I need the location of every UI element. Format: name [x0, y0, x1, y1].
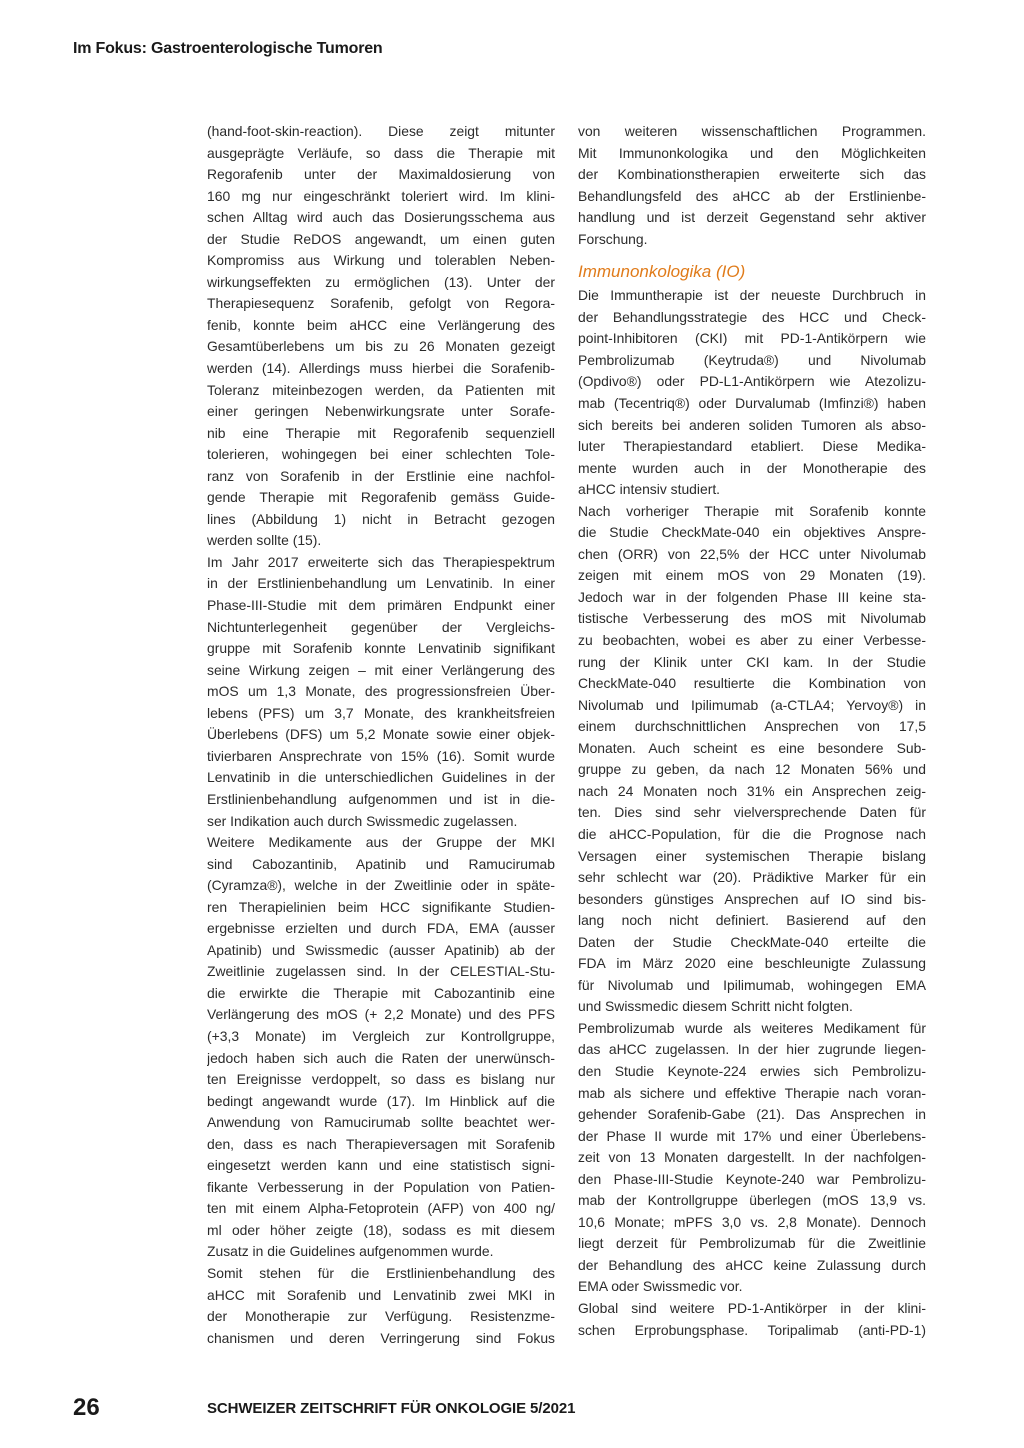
text-line: Gesamtüberlebens um bis zu 26 Monaten gezeigt	[207, 338, 555, 355]
text-line: Überlebens (DFS) um 5,2 Monate sowie einer objek-	[207, 726, 555, 743]
text-line: ranz von Sorafenib in der Erstlinie eine nachfol-	[207, 467, 555, 484]
text-line: der Monotherapie zur Verfügung. Resistenzme-	[207, 1308, 555, 1325]
text-line: werden (14). Allerdings muss hierbei die Sorafenib-	[207, 360, 555, 377]
text-line: (hand-foot-skin-reaction). Diese zeigt mitunter	[207, 123, 555, 139]
text-line: Regorafenib unter der Maximaldosierung von	[207, 166, 555, 183]
text-line: die aHCC-Population, für die die Prognose nach	[578, 825, 926, 842]
text-line: Mit Immunonkologika und den Möglichkeiten	[578, 144, 926, 161]
text-line: Apatinib) und Swissmedic (ausser Apatinib) ab der	[207, 941, 555, 958]
text-line: den Phase-III-Studie Keynote-240 war Pembrolizu-	[578, 1170, 926, 1187]
text-line: gruppe mit Sorafenib konnte Lenvatinib signifikant	[207, 640, 555, 657]
text-line: Somit stehen für die Erstlinienbehandlung des	[207, 1264, 555, 1281]
text-line: 10,6 Monate; mPFS 3,0 vs. 2,8 Monate). Dennoch	[578, 1213, 926, 1230]
text-line: jedoch haben sich auch die Raten der unerwünsch-	[207, 1049, 555, 1066]
text-line: lines (Abbildung 1) nicht in Betracht gezogen	[207, 510, 555, 527]
text-line: den, dass es nach Therapieversagen mit Sorafenib	[207, 1135, 555, 1152]
text-line: einer geringen Nebenwirkungsrate unter Sorafe-	[207, 403, 555, 420]
text-line: Forschung.	[578, 230, 648, 247]
text-line: eingesetzt werden kann und eine statistisch signi-	[207, 1157, 555, 1174]
text-line: lebens (PFS) um 3,7 Monate, des krankheitsfreien	[207, 704, 555, 721]
text-line: EMA oder Swissmedic vor.	[578, 1278, 743, 1295]
text-line: gehender Sorafenib-Gabe (21). Das Ansprechen in	[578, 1106, 926, 1123]
text-line: mOS um 1,3 Monate, des progressionsfreien Über-	[207, 683, 555, 700]
text-line: den Studie Keynote-224 erwies sich Pembrolizu-	[578, 1062, 926, 1079]
text-line: und Swissmedic diesem Schritt nicht folgten.	[578, 998, 853, 1015]
text-line: besonders günstiges Ansprechen auf IO sind bis-	[578, 890, 926, 907]
text-line: zeigen mit einem mOS von 29 Monaten (19).	[578, 567, 926, 584]
text-line: Zweitlinie zugelassen sind. In der CELESTIAL-Stu-	[207, 963, 555, 980]
text-line: gende Therapie mit Regorafenib gemäss Guide-	[207, 489, 555, 506]
text-line: point-Inhibitoren (CKI) mit PD-1-Antikörpern wie	[578, 330, 926, 347]
text-line: mab der Kontrollgruppe überlegen (mOS 13,9 vs.	[578, 1192, 926, 1209]
text-line: FDA im März 2020 eine beschleunigte Zulassung	[578, 955, 926, 972]
section-heading: Immunonkologika (IO)	[578, 262, 746, 282]
text-line: bedingt angewandt wurde (17). Im Hinblick auf die	[207, 1092, 555, 1109]
text-line: nach 24 Monaten noch 31% ein Ansprechen zeig-	[578, 782, 926, 799]
text-line: Lenvatinib in die unterschiedlichen Guidelines in der	[207, 769, 555, 786]
text-line: von weiteren wissenschaftlichen Programmen.	[578, 123, 926, 139]
text-line: chen (ORR) von 22,5% der HCC unter Nivolumab	[578, 545, 926, 562]
text-line: Nichtunterlegenheit gegenüber der Vergleichs-	[207, 618, 555, 635]
text-line: zu beobachten, wobei es aber zu einer Verbesse-	[578, 632, 926, 649]
text-line: der Studie ReDOS angewandt, um einen guten	[207, 230, 555, 247]
text-line: tolerieren, wohingegen bei einer schlechten Tole-	[207, 446, 555, 463]
text-line: Daten der Studie CheckMate-040 erteilte die	[578, 933, 926, 950]
text-line: Erstlinienbehandlung aufgenommen und ist in die-	[207, 790, 555, 807]
text-line: handlung und ist derzeit Gegenstand sehr aktiver	[578, 209, 926, 226]
text-line: Die Immuntherapie ist der neueste Durchbruch in	[578, 287, 926, 304]
text-line: nib eine Therapie mit Regorafenib sequenziell	[207, 424, 555, 441]
text-line: werden sollte (15).	[207, 532, 322, 549]
text-line: liegt derzeit für Pembrolizumab für die Zweitlinie	[578, 1235, 926, 1252]
text-line: ergebnisse erzielten und durch FDA, EMA (ausser	[207, 920, 555, 937]
text-line: schen Erprobungsphase. Toripalimab (anti-PD-1)	[578, 1321, 926, 1338]
text-line: 160 mg nur eingeschränkt toleriert wird. Im klini-	[207, 187, 555, 204]
text-line: einem durchschnittlichen Ansprechen von 17,5	[578, 718, 926, 735]
text-line: Nivolumab und Ipilimumab (a-CTLA4; Yervoy®) in	[578, 696, 926, 713]
text-line: Global sind weitere PD-1-Antikörper in der klini-	[578, 1299, 926, 1316]
text-line: das aHCC zugelassen. In der hier zugrunde liegen-	[578, 1041, 926, 1058]
text-line: Behandlungsfeld des aHCC ab der Erstlinienbe-	[578, 187, 926, 204]
text-line: chanismen und deren Verringerung sind Fokus	[207, 1329, 555, 1346]
text-line: sich bereits bei anderen soliden Tumoren als abso-	[578, 416, 926, 433]
text-line: schen Alltag wird auch das Dosierungsschema aus	[207, 209, 555, 226]
text-line: wirkungseffekten zu ermöglichen (13). Unter der	[207, 273, 555, 290]
text-line: ser Indikation auch durch Swissmedic zugelassen.	[207, 812, 518, 829]
text-line: Therapiesequenz Sorafenib, gefolgt von Regora-	[207, 295, 555, 312]
text-line: aHCC intensiv studiert.	[578, 481, 721, 498]
text-line: Phase-III-Studie mit dem primären Endpunkt einer	[207, 597, 555, 614]
text-line: die Studie CheckMate-040 ein objektives Anspre-	[578, 524, 926, 541]
text-line: Zusatz in die Guidelines aufgenommen wurde.	[207, 1243, 494, 1260]
text-line: CheckMate-040 resultierte die Kombination von	[578, 675, 926, 692]
text-line: ml oder höher zeigte (18), sodass es mit diesem	[207, 1221, 555, 1238]
text-line: Weitere Medikamente aus der Gruppe der MKI	[207, 834, 555, 851]
text-line: zeit von 13 Monaten dargestellt. In der nachfolgen-	[578, 1149, 926, 1166]
text-line: ten Ereignisse verdoppelt, so dass es bislang nur	[207, 1071, 555, 1088]
text-line: ausgeprägte Verläufe, so dass die Therapie mit	[207, 144, 555, 161]
right-column	[578, 121, 926, 1341]
text-line: mab (Tecentriq®) oder Durvalumab (Imfinzi®) haben	[578, 395, 926, 412]
page-number: 26	[73, 1394, 100, 1421]
text-line: der Kombinationstherapien erweiterte sich das	[578, 166, 926, 183]
text-line: mab als sichere und effektive Therapie nach voran-	[578, 1084, 926, 1101]
text-line: ten mit einem Alpha-Fetoprotein (AFP) von 400 ng/	[207, 1200, 555, 1217]
text-line: Toleranz miteinbezogen werden, da Patienten mit	[207, 381, 555, 398]
text-line: Anwendung von Ramucirumab sollte beachtet wer-	[207, 1114, 555, 1131]
text-line: seine Wirkung zeigen – mit einer Verlängerung des	[207, 661, 555, 678]
text-line: gruppe zu geben, da nach 12 Monaten 56% und	[578, 761, 926, 778]
text-line: Verlängerung des mOS (+ 2,2 Monate) und des PFS	[207, 1006, 555, 1023]
text-line: die erwirkte die Therapie mit Cabozantinib eine	[207, 984, 555, 1001]
text-line: lang noch nicht definiert. Basierend auf den	[578, 912, 926, 929]
text-line: (+3,3 Monate) im Vergleich zur Kontrollgruppe,	[207, 1027, 555, 1044]
text-line: Versagen einer systemischen Therapie bislang	[578, 847, 926, 864]
section-header: Im Fokus: Gastroenterologische Tumoren	[73, 40, 383, 57]
text-line: Pembrolizumab (Keytruda®) und Nivolumab	[578, 351, 926, 368]
text-line: sehr schlecht war (20). Prädiktive Marker für ein	[578, 869, 926, 886]
text-line: sind Cabozantinib, Apatinib und Ramucirumab	[207, 855, 555, 872]
text-line: (Opdivo®) oder PD-L1-Antikörpern wie Atezolizu-	[578, 373, 926, 390]
journal-title: SCHWEIZER ZEITSCHRIFT FÜR ONKOLOGIE 5/2021	[207, 1400, 576, 1417]
left-column	[207, 121, 555, 1349]
text-line: Im Jahr 2017 erweiterte sich das Therapiespektrum	[207, 553, 555, 570]
text-line: der Behandlung des aHCC keine Zulassung durch	[578, 1256, 926, 1273]
text-line: der Phase II wurde mit 17% und einer Überlebens-	[578, 1127, 926, 1144]
text-line: für Nivolumab und Ipilimumab, wohingegen EMA	[578, 976, 926, 993]
text-line: Kompromiss aus Wirkung und tolerablen Neben-	[207, 252, 555, 269]
text-line: aHCC mit Sorafenib und Lenvatinib zwei MKI in	[207, 1286, 555, 1303]
text-line: tivierbaren Ansprechrate von 15% (16). Somit wurde	[207, 747, 555, 764]
text-line: Pembrolizumab wurde als weiteres Medikament für	[578, 1019, 926, 1036]
text-line: rung der Klinik unter CKI kam. In der Studie	[578, 653, 926, 670]
text-line: luter Therapiestandard etabliert. Diese Medika-	[578, 438, 926, 455]
text-line: Monaten. Auch scheint es eine besondere Sub-	[578, 739, 926, 756]
text-line: in der Erstlinienbehandlung um Lenvatinib. In einer	[207, 575, 555, 592]
text-line: ren Therapielinien beim HCC signifikante Studien-	[207, 898, 555, 915]
text-line: Jedoch war in der folgenden Phase III keine sta-	[578, 588, 926, 605]
text-line: tistische Verbesserung des mOS mit Nivolumab	[578, 610, 926, 627]
text-line: ten. Dies sind sehr vielversprechende Daten für	[578, 804, 926, 821]
text-line: fenib, konnte beim aHCC eine Verlängerung des	[207, 316, 555, 333]
text-line: fikante Verbesserung in der Population von Patien-	[207, 1178, 555, 1195]
text-line: (Cyramza®), welche in der Zweitlinie oder in späte-	[207, 877, 555, 894]
text-line: mente wurden auch in der Monotherapie des	[578, 459, 926, 476]
text-line: der Behandlungsstrategie des HCC und Check-	[578, 308, 926, 325]
text-line: Nach vorheriger Therapie mit Sorafenib konnte	[578, 502, 926, 519]
